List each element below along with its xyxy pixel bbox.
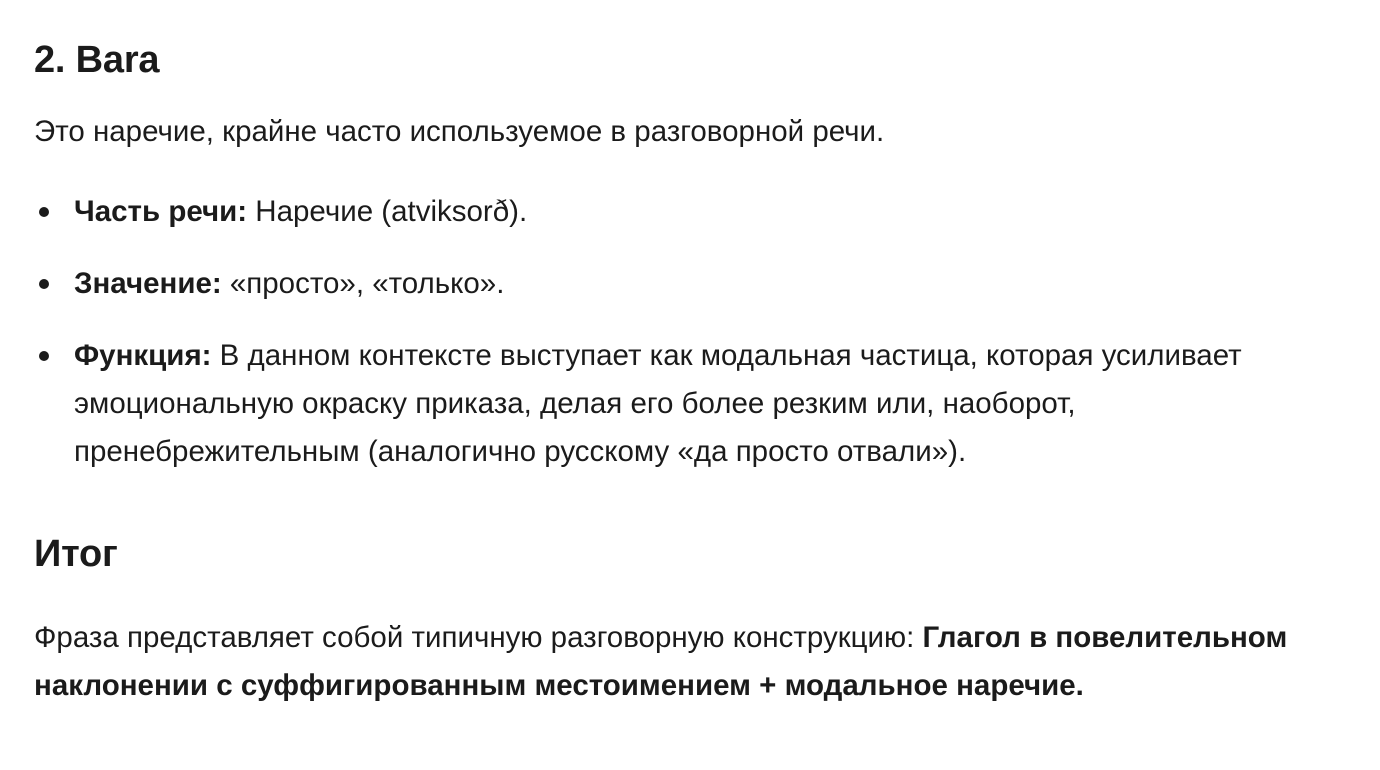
bara-details-list xyxy=(34,188,1346,476)
bara-intro-paragraph: Это наречие, крайне часто используемое в разговорной речи. xyxy=(34,115,885,148)
summary-bold-text: Глагол в повелительном наклонении с суффигированным местоимением + модальное наречие. xyxy=(34,621,1288,702)
section-heading-summary: Итог xyxy=(34,533,118,575)
list-item-meaning xyxy=(34,260,1346,308)
list-item-text: В данном контексте выступает как модальная частица, которая усиливает эмоциональную окраску приказа, делая его более резким или, наоборот, пренебрежительным (аналогично русскому «да просто отвали»). xyxy=(74,339,1242,468)
bullet-icon xyxy=(39,207,49,217)
list-item-text: «просто», «только». xyxy=(221,267,505,300)
summary-text: Фраза представляет собой типичную разговорную конструкцию: xyxy=(34,621,923,654)
list-item-part-of-speech xyxy=(34,188,1346,236)
list-item-label: Функция: xyxy=(74,339,212,372)
bullet-icon xyxy=(39,351,49,361)
list-item-text: Наречие (atviksorð). xyxy=(247,195,528,228)
section-heading-bara: 2. Bara xyxy=(34,39,160,81)
summary-paragraph xyxy=(34,614,1346,710)
list-item-function xyxy=(34,332,1346,476)
list-item-label: Значение: xyxy=(74,267,222,300)
bullet-icon xyxy=(39,279,49,289)
list-item-label: Часть речи: xyxy=(74,195,248,228)
